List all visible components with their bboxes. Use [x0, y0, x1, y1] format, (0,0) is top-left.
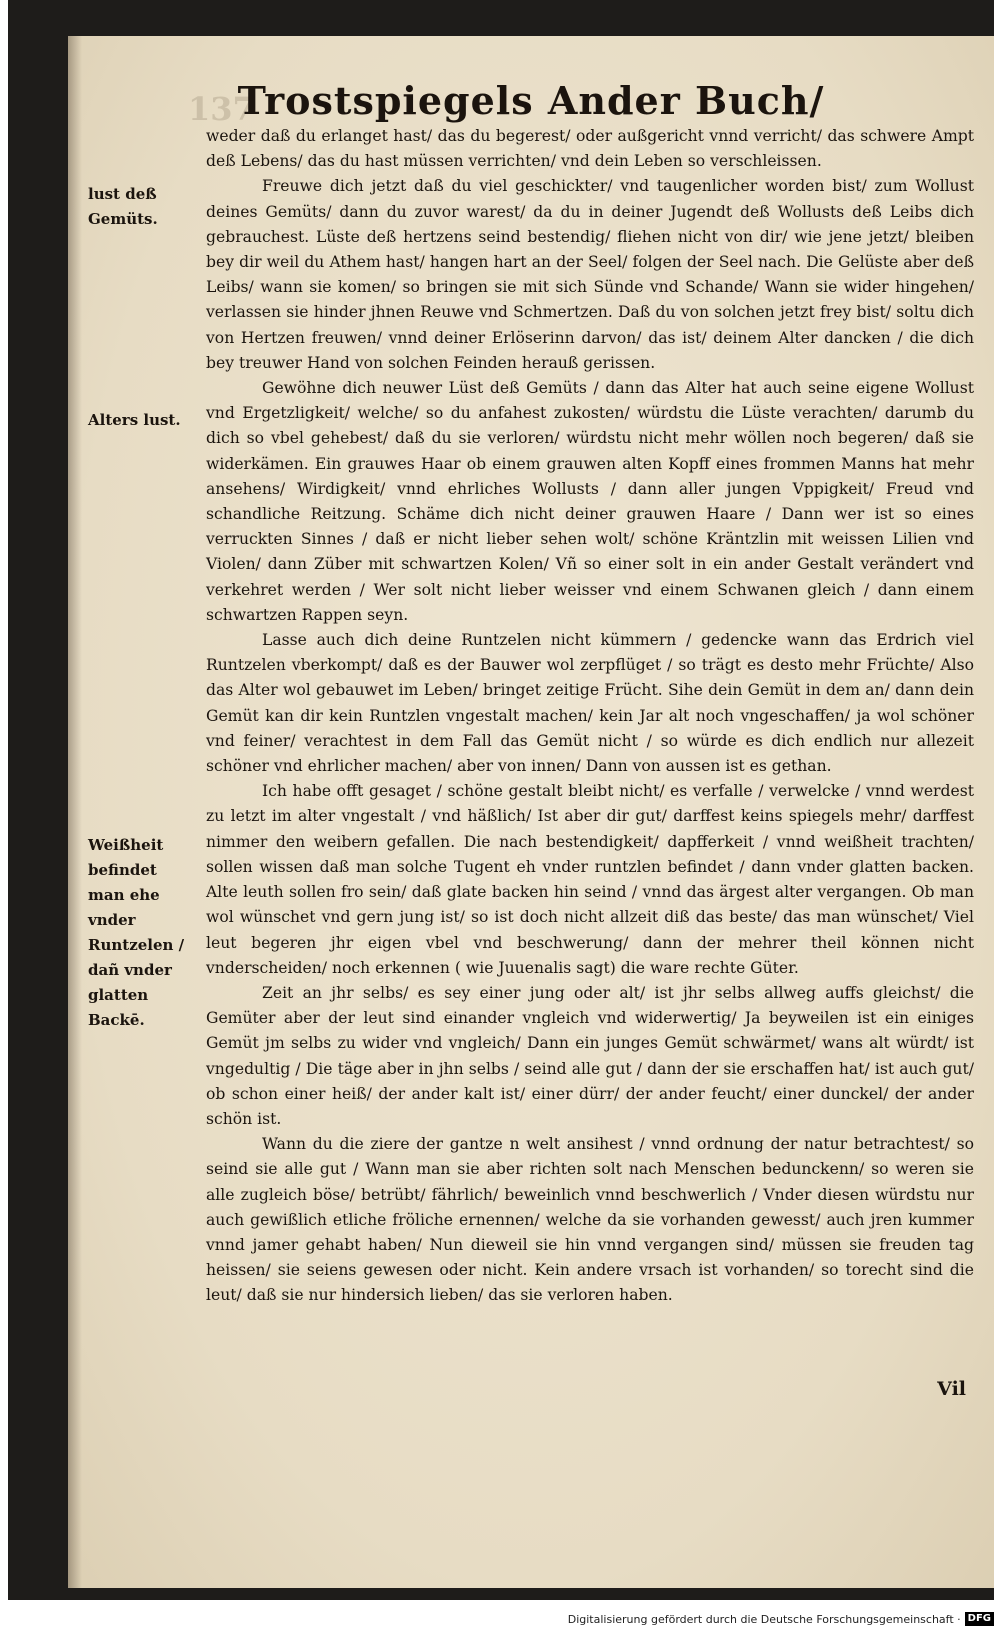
margin-note-3: Weißheit befindet man ehe vnder Runtzelen / dañ vnder glatten Backē. [88, 836, 185, 1029]
paragraph-2: Freuwe dich jetzt daß du viel geschickter/ vnd taugenlicher worden bist/ zum Wollust deines Gemüts/ dann du zuvor warest/ da du in deiner Jugendt deß Wollusts deß Leibs dich gebrauchest. Lüste deß hertzens seind bestendig/ fliehen nicht von dir/ wie jene jetzt/ bleiben bey dir weil du Athem hast/ hangen hart an der Seel/ folgen der Seel nach. Die Gelüste aber deß Leibs/ wann sie komen/ so bringen sie mit sich Sünde vnd Schande/ Wann sie wider hingehen/ verlassen sie hinder jhnen Reuwe vnd Schmertzen. Daß du von solchen jetzt frey bist/ soltu dich von Hertzen freuwen/ vnnd deiner Erlöserinn darvon/ das ist/ deinem Alter dancken / die dich bey treuwer Hand von solchen Feinden herauß gerissen. [206, 177, 974, 372]
paragraph-5: Ich habe offt gesaget / schöne gestalt bleibt nicht/ es verfalle / verwelcke / vnnd werdest zu letzt im alter vngestalt / vnd häßlich/ Ist aber dir gut/ darffest keins spiegels mehr/ darffest nimmer den weibern gefallen. Die nach bestendigkeit/ dapfferkeit / vnnd weißheit trachten/ sollen wissen daß man solche Tugent eh vnder runtzlen befindet / dann vnder glatten backen. Alte leuth sollen fro sein/ daß glate backen hin seind / vnnd das ärgest alter vergangen. Ob man wol wünschet vnd gern jung ist/ so ist doch nicht allzeit diß das beste/ das man wünschet/ Viel leut begeren jhr eigen vbel vnd beschwerung/ dann der mehrer theil können nicht vnderscheiden/ noch erkennen ( wie Juuenalis sagt) die ware rechte Güter. [206, 782, 974, 977]
main-text-block [206, 124, 974, 1309]
paragraph-1: weder daß du erlanget hast/ das du begerest/ oder außgericht vnnd verricht/ das schwere Ampt deß Lebens/ das du hast müssen verrichten/ vnd dein Leben so verschleissen. [206, 127, 974, 171]
catchword: Vil [937, 1378, 966, 1400]
paragraph-3: Gewöhne dich neuwer Lüst deß Gemüts / dann das Alter hat auch seine eigene Wollust vnd Ergetzligkeit/ welche/ so du anfahest zukosten/ würdstu die Lüste verachten/ darumb du dich so vbel gehebest/ daß du sie verloren/ würdstu nicht mehr wöllen noch begeren/ daß sie widerkämen. Ein grauwes Haar ob einem grauwen alten Kopff eines frommen Manns hat mehr ansehens/ Wirdigkeit/ vnnd ehrliches Wollusts / dann aller jungen Vppigkeit/ Freud vnd schandliche Reitzung. Schäme dich nicht deiner grauwen Haare / Dann wer ist so eines verruckten Sinnes / daß er nicht lieber sehen wolt/ schöne Kräntzlin mit weissen Lilien vnd Violen/ dann Züber mit schwartzen Kolen/ Vñ so einer solt in ein ander Gestalt verändert vnd verkehret werden / Wer solt nicht lieber weisser vnd einem Schwanen gleich / dann einem schwartzen Rappen seyn. [206, 379, 974, 624]
gutter-shadow [68, 36, 82, 1588]
running-head: Trostspiegels Ander Buch/ [237, 78, 825, 123]
margin-note-1: lust deß Gemüts. [88, 185, 158, 228]
paragraph-6: Zeit an jhr selbs/ es sey einer jung oder alt/ ist jhr selbs allweg auffs gleichst/ die Gemüter aber der leut sind einander vngleich vnd widerwertig/ Ja beyweilen ist ein einiges Gemüt jm selbs zu wider vnd vngleich/ Dann ein junges Gemüt schwärmet/ wans alt würdt/ ist vngedultig / Die täge aber in jhn selbs / seind alle gut / dann der sie erschaffen hat/ ist auch gut/ ob schon einer heiß/ der ander kalt ist/ einer dürr/ der ander feucht/ einer dunckel/ der ander schön ist. [206, 983, 974, 1128]
footer-credit [568, 1611, 994, 1627]
dfg-logo: DFG [965, 1612, 994, 1626]
margin-note-2: Alters lust. [88, 411, 181, 429]
footer-text: Digitalisierung gefördert durch die Deutsche Forschungsgemeinschaft · [567, 1612, 961, 1626]
paragraph-7: Wann du die ziere der gantze n welt ansihest / vnnd ordnung der natur betrachtest/ so seind sie alle gut / Wann man sie aber richten solt nach Menschen bedunckenn/ so weren sie alle zugleich böse/ betrübt/ fährlich/ beweinlich vnnd beschwerlich / Vnder diesen würdstu nur auch gewißlich etliche fröliche ernennen/ welche da sie vorhanden gewesst/ auch jren kummer vnnd jamer gehabt haben/ Nun dieweil sie hin vnnd vergangen sind/ müssen sie freuden tag heissen/ sie seiens gewesen oder nicht. Kein andere vrsach ist vorhanden/ so torecht sind die leut/ daß sie nur hindersich lieben/ das sie verloren haben. [206, 1135, 974, 1305]
book-page [68, 36, 994, 1588]
paragraph-4: Lasse auch dich deine Runtzelen nicht kümmern / gedencke wann das Erdrich viel Runtzelen vberkompt/ daß es der Bauwer wol zerpflüget / so trägt es desto mehr Früchte/ Also das Alter wol gebauwet im Leben/ bringet zeitige Frücht. Sihe dein Gemüt in dem an/ dann dein Gemüt kan dir kein Runtzlen vngestalt machen/ kein Jar alt noch vngeschaffen/ ja wol schöner vnd feiner/ verachtest in dem Fall das Gemüt nicht / so würde es dich endlich nur allezeit schöner vnd ehrlicher machen/ aber von innen/ Dann von aussen ist es gethan. [206, 631, 974, 776]
folio-number-ghost: 137 [188, 90, 255, 128]
